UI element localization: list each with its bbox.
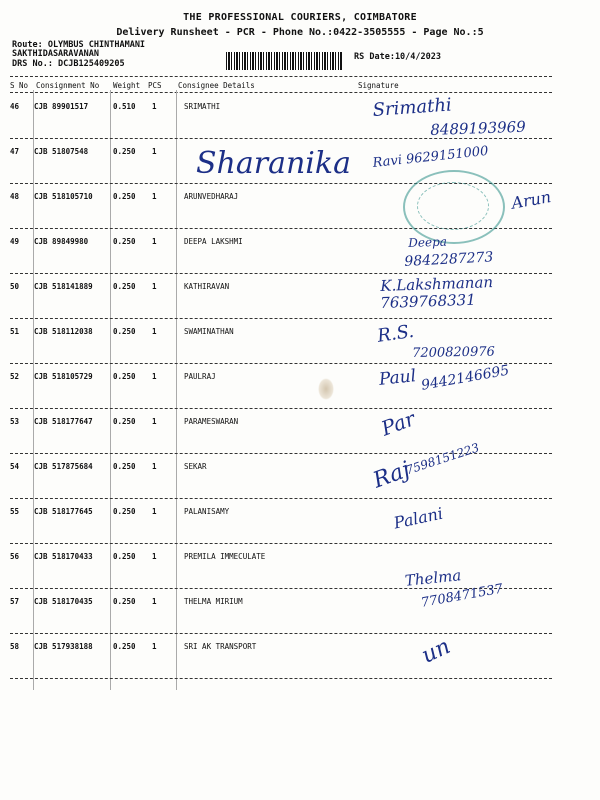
row-pcs: 1 [152, 147, 157, 156]
row-consignee: ARUNVEDHARAJ [184, 192, 239, 201]
row-consignee: PAULRAJ [184, 372, 216, 381]
table-row [0, 499, 600, 543]
ink-smudge [318, 378, 334, 400]
row-sno: 46 [10, 102, 20, 111]
table-row [0, 229, 600, 273]
table-row [0, 184, 600, 228]
row-pcs: 1 [152, 192, 157, 201]
row-consignment: CJB 517875684 [34, 462, 93, 471]
row-sno: 50 [10, 282, 20, 291]
table-row [0, 634, 600, 678]
row-consignee: PARAMESWARAN [184, 417, 239, 426]
col-consignee: Consignee Details [178, 81, 255, 90]
handwritten-phone: 8489193969 [430, 117, 527, 139]
signature-scribble: R.S. [376, 320, 416, 347]
row-weight: 0.250 [113, 507, 136, 516]
row-weight: 0.250 [113, 642, 136, 651]
row-weight: 0.250 [113, 237, 136, 246]
row-sno: 54 [10, 462, 20, 471]
row-consignment: CJB 518177645 [34, 507, 93, 516]
row-sno: 55 [10, 507, 20, 516]
row-consignee: PREMILA IMMECULATE [184, 552, 266, 561]
row-pcs: 1 [152, 237, 157, 246]
table-row [0, 454, 600, 498]
row-pcs: 1 [152, 417, 157, 426]
row-sno: 56 [10, 552, 20, 561]
row-pcs: 1 [152, 327, 157, 336]
col-pcs: PCS [148, 81, 162, 90]
row-pcs: 1 [152, 552, 157, 561]
handwritten-phone: Ravi 9629151000 [372, 143, 490, 171]
row-weight: 0.510 [113, 102, 136, 111]
row-sno: 52 [10, 372, 20, 381]
signature-scribble: Arun [510, 187, 553, 213]
table-row [0, 319, 600, 363]
row-weight: 0.250 [113, 327, 136, 336]
row-consignee: SRIMATHI [184, 102, 221, 111]
row-pcs: 1 [152, 372, 157, 381]
row-consignee: KATHIRAVAN [184, 282, 230, 291]
row-sno: 49 [10, 237, 20, 246]
row-weight: 0.250 [113, 462, 136, 471]
row-consignment: CJB 518170435 [34, 597, 93, 606]
handwritten-phone: 7200820976 [412, 344, 495, 361]
row-consignment: CJB 517938188 [34, 642, 93, 651]
signature-scribble: Srimathi [372, 94, 453, 121]
delivery-stamp [403, 170, 505, 244]
col-consignment: Consignment No [36, 81, 100, 90]
company-title: THE PROFESSIONAL COURIERS, COIMBATORE [183, 12, 417, 23]
row-weight: 0.250 [113, 192, 136, 201]
row-weight: 0.250 [113, 597, 136, 606]
row-pcs: 1 [152, 507, 157, 516]
col-sno: S No [10, 81, 29, 90]
row-pcs: 1 [152, 597, 157, 606]
row-sno: 57 [10, 597, 20, 606]
row-consignment: CJB 89849980 [34, 237, 89, 246]
row-consignee: SRI AK TRANSPORT [184, 642, 257, 651]
row-consignee: PALANISAMY [184, 507, 230, 516]
signature-scribble: Deepa [408, 234, 448, 250]
row-weight: 0.250 [113, 552, 136, 561]
barcode-image [226, 52, 342, 70]
signature-scribble: Palani [392, 503, 445, 533]
row-consignment: CJB 518141889 [34, 282, 93, 291]
row-sno: 47 [10, 147, 20, 156]
col-signature: Signature [358, 81, 399, 90]
row-consignee: DEEPA LAKSHMI [184, 237, 243, 246]
row-sno: 53 [10, 417, 20, 426]
table-row [0, 544, 600, 588]
row-consignment: CJB 518177647 [34, 417, 93, 426]
signature-scribble: un [418, 634, 455, 669]
header-divider [10, 76, 552, 77]
row-sno: 58 [10, 642, 20, 651]
table-row [0, 274, 600, 318]
row-sno: 51 [10, 327, 20, 336]
signature-scribble: K.Lakshmanan [380, 273, 494, 295]
row-sno: 48 [10, 192, 20, 201]
handwritten-phone: 9842287273 [404, 249, 494, 270]
handwritten-phone: 7598151223 [404, 440, 481, 478]
row-pcs: 1 [152, 282, 157, 291]
signature-scribble: Raj [370, 457, 414, 494]
row-divider [10, 678, 552, 679]
runsheet-subtitle: Delivery Runsheet - PCR - Phone No.:0422-3505555 - Page No.:5 [116, 27, 484, 38]
signature-scribble: Thelma [404, 566, 463, 590]
row-consignment: CJB 518105710 [34, 192, 93, 201]
table-row [0, 409, 600, 453]
row-weight: 0.250 [113, 147, 136, 156]
drs-number: DRS No.: DCJB125409205 [12, 59, 125, 69]
route-label: Route: OLYMBUS CHINTHAMANI [12, 40, 146, 50]
row-consignee: SWAMINATHAN [184, 327, 234, 336]
col-weight: Weight [113, 81, 141, 90]
column-divider [10, 92, 552, 93]
staff-name: SAKTHIDASARAVANAN [12, 49, 99, 59]
row-consignment: CJB 89901517 [34, 102, 89, 111]
signature-scribble: Sharanika [196, 146, 351, 181]
table-row [0, 364, 600, 408]
row-consignment: CJB 518112038 [34, 327, 93, 336]
handwritten-phone: 7708471537 [420, 581, 505, 611]
row-weight: 0.250 [113, 282, 136, 291]
row-weight: 0.250 [113, 372, 136, 381]
row-pcs: 1 [152, 462, 157, 471]
signature-scribble: Paul [378, 366, 418, 390]
row-pcs: 1 [152, 642, 157, 651]
row-consignee: THELMA MIRIUM [184, 597, 243, 606]
row-consignment: CJB 518170433 [34, 552, 93, 561]
row-consignee: SEKAR [184, 462, 207, 471]
rs-date: RS Date:10/4/2023 [354, 52, 441, 62]
row-consignment: CJB 518105729 [34, 372, 93, 381]
handwritten-phone: 9442146695 [420, 362, 511, 394]
row-consignment: CJB 51807548 [34, 147, 89, 156]
handwritten-phone: 7639768331 [380, 290, 477, 312]
table-row [0, 589, 600, 633]
row-pcs: 1 [152, 102, 157, 111]
signature-scribble: Par [378, 406, 419, 441]
row-weight: 0.250 [113, 417, 136, 426]
